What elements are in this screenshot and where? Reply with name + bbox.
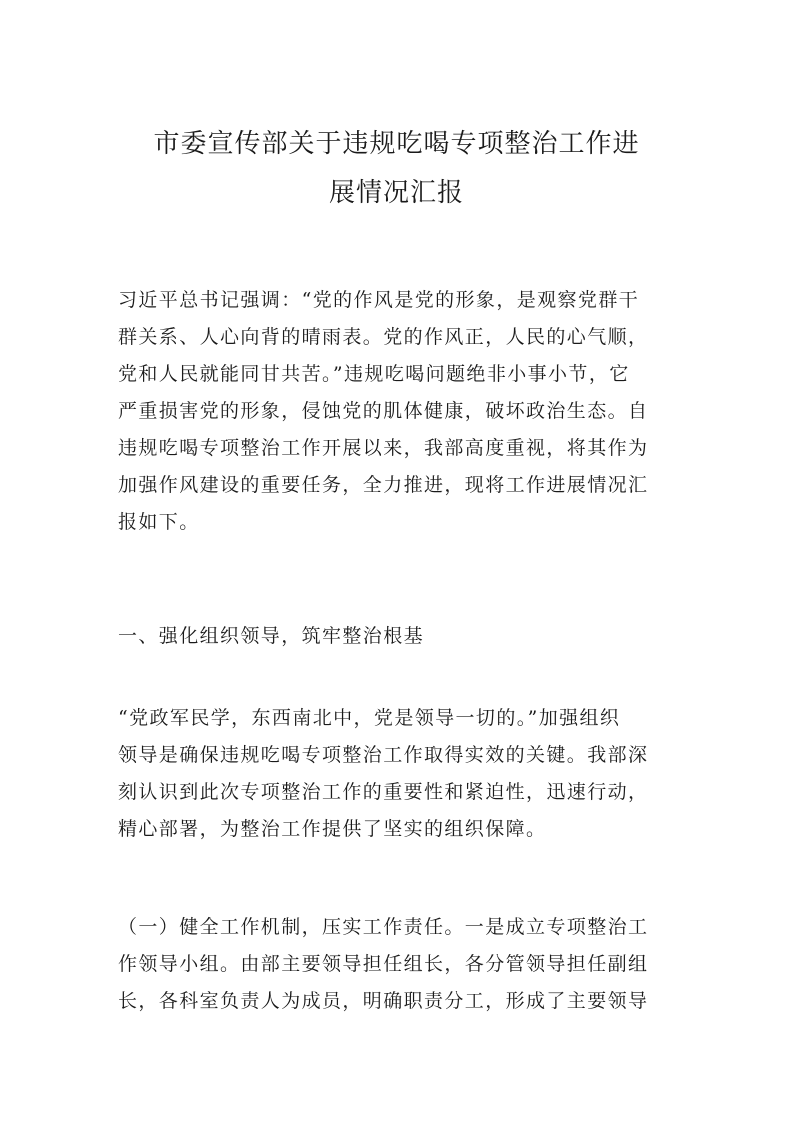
text-line: 违规吃喝专项整治工作开展以来，我部高度重视，将其作为 (118, 437, 649, 459)
text-line: 精心部署，为整治工作提供了坚实的组织保障。 (118, 818, 547, 840)
text-line: 长，各科室负责人为成员，明确职责分工，形成了主要领导 (118, 990, 649, 1012)
text-line: 领导是确保违规吃喝专项整治工作取得实效的关键。我部深 (118, 744, 649, 766)
intro-paragraph (118, 282, 678, 541)
text-line: 加强作风建设的重要任务，全力推进，现将工作进展情况汇 (118, 474, 649, 496)
text-line: 群关系、人心向背的晴雨表。党的作风正，人民的心气顺， (118, 326, 649, 348)
text-line: 习近平总书记强调：“党的作风是党的形象，是观察党群干 (118, 289, 640, 311)
text-line: 党和人民就能同甘共苦。”违规吃喝问题绝非小事小节，它 (118, 363, 630, 385)
subsection-1-paragraph (118, 909, 678, 1020)
document-title-line-1: 市委宣传部关于违规吃喝专项整治工作进 (153, 129, 640, 159)
section-heading-text: 一、强化组织领导，筑牢整治根基 (118, 625, 425, 647)
section-1-paragraph (118, 700, 678, 848)
text-line: 报如下。 (118, 511, 200, 533)
section-heading-1 (118, 618, 678, 655)
text-line: （一）健全工作机制，压实工作责任。一是成立专项整治工 (118, 916, 649, 938)
text-line: 作领导小组。由部主要领导担任组长，各分管领导担任副组 (118, 953, 649, 975)
text-line: 刻认识到此次专项整治工作的重要性和紧迫性，迅速行动， (118, 781, 649, 803)
document-title-line-2: 展情况汇报 (328, 178, 464, 208)
text-line: “党政军民学，东西南北中，党是领导一切的。”加强组织 (118, 707, 621, 729)
text-line: 严重损害党的形象，侵蚀党的肌体健康，破坏政治生态。自 (118, 400, 649, 422)
